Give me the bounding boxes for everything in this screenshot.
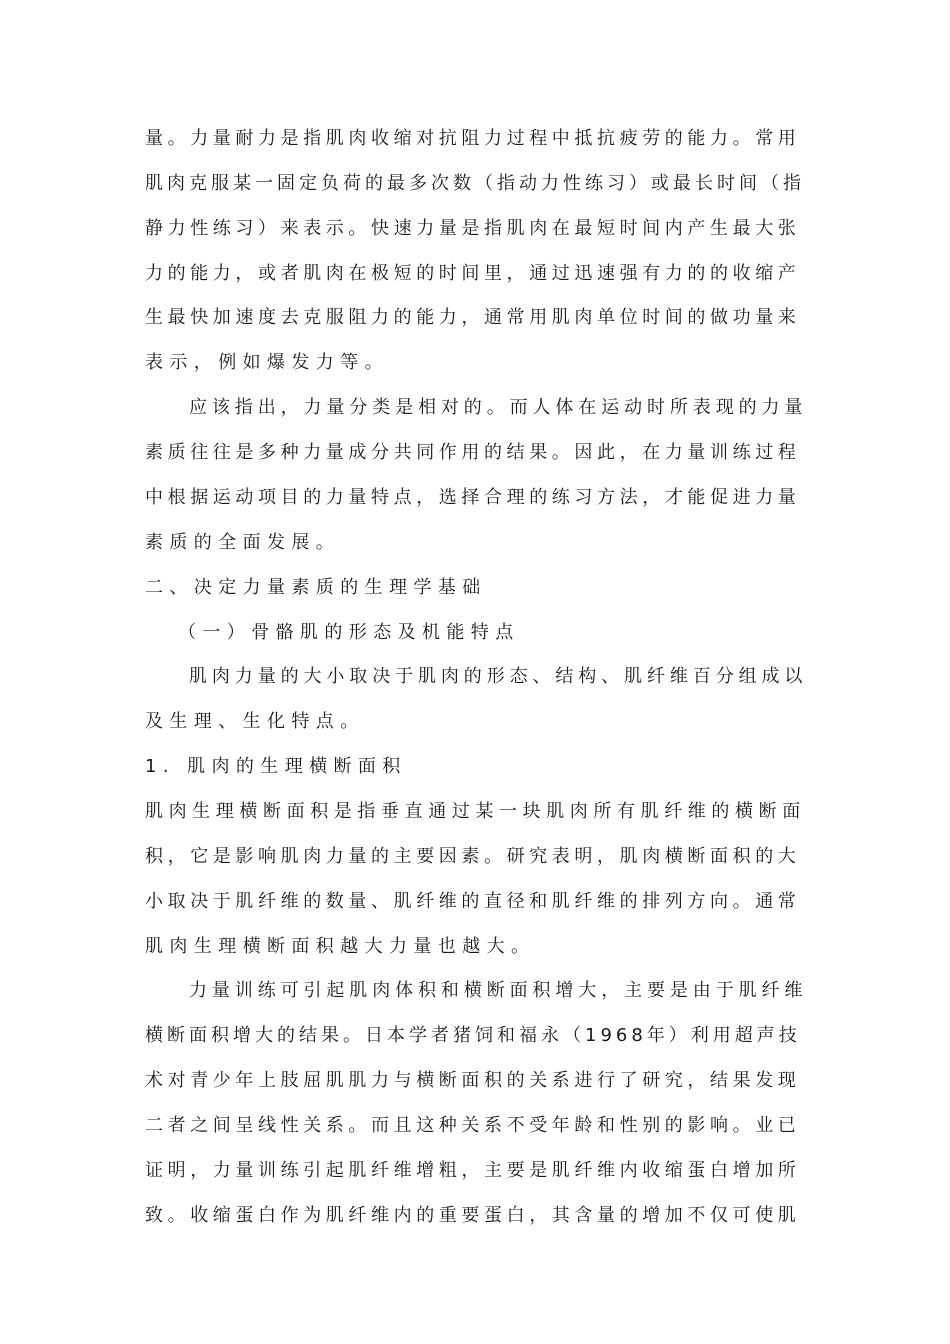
text-line: 致。收缩蛋白作为肌纤维内的重要蛋白，其含量的增加不仅可使肌 [145, 1205, 801, 1226]
text-line: 中根据运动项目的力量特点，选择合理的练习方法，才能促进力量 [145, 487, 801, 508]
text-line: 二者之间呈线性关系。而且这种关系不受年龄和性别的影响。业已 [145, 1115, 801, 1136]
text-line: 证明，力量训练引起肌纤维增粗，主要是肌纤维内收缩蛋白增加所 [145, 1160, 801, 1181]
text-line: 及生理、生化特点。 [145, 711, 365, 732]
text-line: 表示，例如爆发力等。 [145, 352, 389, 373]
text-line: 肌肉生理横断面积越大力量也越大。 [145, 936, 536, 957]
text-line: 积，它是影响肌肉力量的主要因素。研究表明，肌肉横断面积的大 [145, 846, 801, 867]
text-line: 横断面积增大的结果。日本学者猪饲和福永（1968年）利用超声技 [145, 1025, 801, 1046]
section-heading: 二、决定力量素质的生理学基础 [145, 577, 487, 598]
text-line: 力的能力，或者肌肉在极短的时间里，通过迅速强有力的的收缩产 [145, 263, 801, 284]
text-line: 静力性练习）来表示。快速力量是指肌肉在最短时间内产生最大张 [145, 218, 801, 239]
numbered-heading: 1. 肌肉的生理横断面积 [145, 756, 407, 777]
text-line: 量。力量耐力是指肌肉收缩对抗阻力过程中抵抗疲劳的能力。常用 [145, 128, 801, 149]
text-line: 肌肉生理横断面积是指垂直通过某一块肌肉所有肌纤维的横断面 [145, 801, 806, 822]
text-line: 生最快加速度去克服阻力的能力，通常用肌肉单位时间的做功量来 [145, 307, 801, 328]
subsection-heading: （一）骨骼肌的形态及机能特点 [178, 622, 520, 643]
text-line: 小取决于肌纤维的数量、肌纤维的直径和肌纤维的排列方向。通常 [145, 891, 801, 912]
text-line: 素质往往是多种力量成分共同作用的结果。因此，在力量训练过程 [145, 442, 801, 463]
text-line: 素质的全面发展。 [145, 532, 341, 553]
paragraph-first-line: 力量训练可引起肌肉体积和横断面积增大，主要是由于肌纤维 [189, 980, 808, 1001]
paragraph-first-line: 应该指出，力量分类是相对的。而人体在运动时所表现的力量 [189, 397, 808, 418]
text-line: 术对青少年上肢屈肌肌力与横断面积的关系进行了研究，结果发现 [145, 1070, 801, 1091]
paragraph-first-line: 肌肉力量的大小取决于肌肉的形态、结构、肌纤维百分组成以 [189, 666, 808, 687]
text-line: 肌肉克服某一固定负荷的最多次数（指动力性练习）或最长时间（指 [145, 173, 805, 194]
